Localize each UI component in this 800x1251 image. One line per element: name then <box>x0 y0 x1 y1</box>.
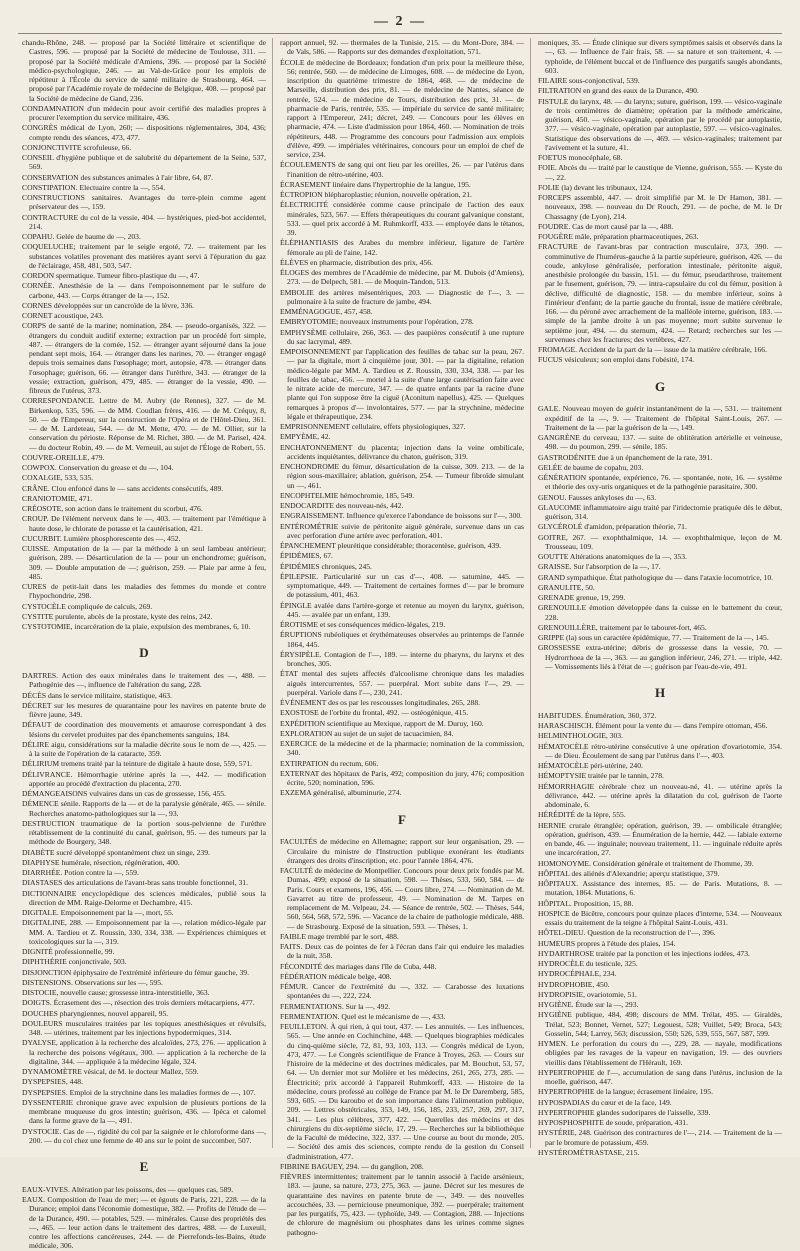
page-number: — 2 — <box>374 14 426 29</box>
index-entry: ÉTAT mental des sujets affectés d'alcoolisme chronique dans les maladies aiguës intercurrentes, 557. — puerpéral. Mort subite dans l'—, 29. — puerpéral. Variole dans l'—, 230, 241. <box>280 669 524 697</box>
index-entry: FÉDÉRATION médicale belge, 408. <box>280 971 392 981</box>
index-entry: FUCUS vésiculeux; son emploi dans l'obésité, 174. <box>538 355 695 365</box>
index-entry: EAUX. Composition de l'eau de mer; — et égouts de Paris, 221, 228. — de la Durance; emploi dans l'économie domestique, 382. — Profits de l'étude de — de la Durance, 490. — potables, 529. — minérales. Cause des propriétés des —, 465. — leur action dans le traitement des dartres, 488. — de Luxeuil, contre les affections cancéreuses, 244. — de Pierrefonds-les-Bains, étude médicale, 306. <box>22 1195 266 1251</box>
index-entry: GRANULITE, 50. <box>538 582 595 592</box>
index-entry: COPAHU. Gelée de baume de —, 203. <box>22 232 141 241</box>
column-divider <box>530 38 531 1148</box>
index-entry: DIGNITÉ professionnelle, 99. <box>22 947 115 957</box>
index-entry: HYPERTROPHIE de la langue; écrasement linéaire, 195. <box>538 1087 713 1097</box>
index-entry: HYPERTROPHIE de l'—, accumulation de sang dans l'utérus, inclusion de la moelle, guérison, 447. <box>538 1067 782 1087</box>
index-entry: GOITRE, 267. — exophthalmique, 14. — exophthalmique, leçon de M. Trousseau, 109. <box>538 532 782 551</box>
index-entry: ENGRAISSEMENT. Influence qu'exerce l'abondance de boissons sur l'—, 300. <box>280 511 523 521</box>
index-entry: DÉLIVRANCE. Hémorrhagie utérine après la —, 442. — modification apportée au procédé d'extraction du placenta, 270. <box>22 769 266 788</box>
index-entry: HÉMATOCÈLE rétro-utérine consécutive à une opération d'ovariotomie, 354. — de Dieu. Écoulement de sang par l'utérus dans l'—, 403. <box>538 741 782 760</box>
column-divider <box>272 38 273 1148</box>
index-entry: GASTRODÉNITE due à un épanchement de la rate, 391. <box>538 452 713 462</box>
index-entry: EXZEMA généralisé, albuminurie, 274. <box>280 788 402 798</box>
index-entry: HÔPITAL des aliénés d'Alexandrie; aperçu statistique, 379. <box>538 868 720 878</box>
index-entry: EMBOLIE des artères mésentériques, 203. — Diagnostic de l'—, 3. — pulmonaire à la suite de fracture de jambe, 494. <box>280 287 524 306</box>
entries-e-cont <box>280 38 524 798</box>
index-entry: CUCURBIT. Lumière phosphorescente des —, 452. <box>22 533 181 543</box>
index-entry: DÉLIRIUM tremens traité par la teinture de digitale à haute dose, 559, 571. <box>22 759 253 769</box>
index-entry: CRÉOSOTE, son action dans le traitement du scorbut, 476. <box>22 504 203 513</box>
index-entry: HÉMOPTYSIE traitée par le tannin, 278. <box>538 771 664 781</box>
index-entry: ÉLOGES des membres de l'Académie de médecine, par M. Dubois (d'Amiens), 273. — de Delpech, 581. — de Moquin-Tandon, 513. <box>280 268 524 287</box>
index-entry: EXOSTOSE de l'orbite du frontal, 492. — ostéogénique, 415. <box>280 708 469 718</box>
index-entry: DYNAMOMÈTRE vésical, de M. le docteur Mallez, 559. <box>22 1067 199 1077</box>
index-entry: DIAPHYSE humérale, résection, régénération, 400. <box>22 857 180 867</box>
index-entry: ÉCOLE de médecine de Bordeaux; fondation d'un prix pour la meilleure thèse, 56; rentrée, 560. — de médecine de Limoges, 608. — de médecine de Lyon, inscription du quatrième trimestre de 1864, 468. — de médecine de Marseille, distribution des prix, 81. — de médecine de Nantes, séance de rentrée, 524. — de médecine de Tours, distribution des prix, 31. — de pharmacie de Paris, rentrée, 535. — impériale du service de santé militaire; rapport à l'Empereur, 241; décret, 249. — Concours pour les élèves en pharmacie, 474. — Liste d'admission pour 1864, 460. — Nomination de trois répétiteurs, 448. — Programme des concours pour l'admission aux emplois d'élève, 499. — impériales vétérinaires, concours pour un emploi de chef de service, 234. <box>280 57 524 159</box>
index-entry: FAITS. Deux cas de pointes de fer à l'écran dans l'air qui enduire les maladies de la nuit, 358. <box>280 942 524 961</box>
index-entry: DARTRES. Action des eaux minérales dans le traitement des —, 488. — Pathogénie des —, influence de l'altération du sang, 228. <box>22 671 266 690</box>
index-entry: DÉMENCE sénile. Rapports de la — et de la paralysie générale, 465. — sénile. Recherches anatomo-pathologiques sur la —, 93. <box>22 799 266 818</box>
index-entry: ÉPIDÉMIES chroniques, 245. <box>280 561 372 571</box>
index-entry: FAIBLE mage tremblé par le sort, 488. <box>280 931 399 941</box>
index-entry: ENCHATONNEMENT du placenta; injection dans la veine ombilicale, accidents inquiétantes, délivrance du chaton, guérison, 319. <box>280 442 524 461</box>
index-entry: CONTRACTURE du col de la vessie, 404. — hystériques, pied-bot accidentel, 214. <box>22 212 266 231</box>
index-entry: CONSEIL d'hygiène publique et de salubrité du département de la Seine, 537, 569. <box>22 153 266 172</box>
index-entry: ENCHONDROME du fémur, désarticulation de la cuisse, 309. 213. — de la région sous-maxillaire; ablation, guérison, 254. — Tumeur fibroïde simulant un —, 461. <box>280 462 524 490</box>
index-entry: HÔPITAUX. Assistance des internes, 85. — de Paris. Mutations, 8. — mutation, 1864. Mutations, 6. <box>538 879 782 898</box>
index-entry: rapport annuel, 92. — thermales de la Tunisie, 215. — du Mont-Dore, 384. — de Vals, 586. — Rapports sur des demandes d'exploitation, 571. <box>280 38 524 57</box>
index-entry: ENCOPHTELMIE hémochromie, 185, 549. <box>280 490 415 500</box>
index-entry: DISTOCIE, nouvelle cause; grossesse intra-interstitielle, 363. <box>22 988 210 998</box>
index-entry: DIPHTHÉRIE conjonctivale, 503. <box>22 957 127 967</box>
index-entry: FIBRINE BAGUEY, 294. — du ganglion, 208. <box>280 1161 424 1171</box>
index-entry: CORNÉE. Anesthésie de la — dans l'empoisonnement par le sulfure de carbone, 443. — Corps étranger de la —, 152. <box>22 281 266 300</box>
index-entry: GROSSESSE extra-utérine; débris de grossesse dans la vessie, 70. — Hydrorrhoea de la —, 363. — au ganglion inférieur, 246, 271. — triple, 442. — Vomissements liés à l'état de —; guérison par l'eau-de-vie, 491. <box>538 643 782 671</box>
index-entry: HÉRÉDITÉ de la lèpre, 555. <box>538 810 626 820</box>
index-entry: HÔPITAL. Proposition, 15, 88. <box>538 898 634 908</box>
index-entry: DIASTASES des articulations de l'avant-bras sans trouble fonctionnel, 31. <box>22 878 248 888</box>
index-entry: COUVRE-OREILLE, 479. <box>22 452 105 462</box>
entries-e <box>22 1185 266 1251</box>
index-entry: ÉRYSIPÈLE. Contagion de l'—, 189. — interne du pharynx, du larynx et des bronches, 305. <box>280 649 524 668</box>
index-entry: ÉPANCHEMENT pleurétique considérable; thoracentèse, guérison, 439. <box>280 541 502 550</box>
index-entry: EXPLORATION au sujet de un sujet de tacuacimien, 84. <box>280 728 454 738</box>
index-entry: DYSSENTERIE chronique grave avec expulsion de plusieurs portions de la membrane muqueuse du gros intestin; guérison, 436. — Ipéca et calomel dans la forme grave de la —, 491. <box>22 1097 266 1126</box>
index-entry: HYDARTHROSE traitée par la ponction et les injections iodées, 473. <box>538 948 750 958</box>
index-entry: HYDROCÈLE du testicule, 325. <box>538 959 638 969</box>
index-entry: HYDROPHOBIE, 450. <box>538 979 610 989</box>
index-entry: GRENOUILLÈRE, traitement par le tabouret-fort, 465. <box>538 622 707 632</box>
index-entry: COQUELUCHE; traitement par le seigle ergoté, 72. — traitement par les substances volatiles provenant des matières ayant servi à l'épuration du gaz de l'éclairage, 458, 481, 503, 547. <box>22 242 266 270</box>
index-entry: DÉCÈS dans le service militaire, statistique, 463. <box>22 690 172 700</box>
index-entry: FOUGÈRE mâle, préparation pharmaceutiques, 263. <box>538 232 699 241</box>
index-entry: DYSPEPSIES, 448. <box>22 1077 83 1087</box>
index-entry: CONGRÈS médical de Lyon, 260; — dispositions réglementaires, 304, 436; compte rendu des séances, 473, 477. <box>22 123 266 142</box>
index-entry: GÉNÉRATION spontanée, expérience, 76. — spontanée, note, 16. — système et théorie des oxy-uris organiques et de la pathogénie parasitaire, 300. <box>538 473 782 492</box>
index-entry: EXTERNAT des hôpitaux de Paris, 492; composition du jury, 476; composition écrite, 520; nomination, 596. <box>280 768 524 787</box>
index-entry: CORNET acoustique, 243. <box>22 311 104 320</box>
index-entry: ÉCOULEMENTS de sang qui ont lieu par les oreilles, 26. — par l'utérus dans l'inanition de rétro-utérine, 403. <box>280 160 524 179</box>
index-entry: FRACTURE de l'avant-bras par contraction musculaire, 373, 390. — comminutive de l'humérus-gauche à la partie supérieure, guérison, 426. — du coude, ankylose généralisée, perforation intestinale, péritonite aiguë, anesthésie prolongée du bassin, 151. — du fémur, pseudarthrose, traitement par le fusement, guérison, 79. — intra-capsulaire du col du fémur, position à déclive, difficulté de diagnostic, 158. — du membre inférieur, soins à l'intérieur d'enfant; de la partie gauche du frontal, issue de matière cérébrale, 166. — du péroné avec arrachement de la malléole interne, guérison, 183. — simple de la jambe droite à un pas moyenne; mort subite survenue le septième jour, 494. — du sternum, 424. — Retard; recherches sur les — survenues chez les fractures; des vertèbres, 427. <box>538 242 782 344</box>
index-entry: HÉMATOCÈLE péri-utérine, 240. <box>538 761 643 771</box>
index-entry: HYSTÉROMÉTRASTASE, 215. <box>538 1147 640 1157</box>
index-entry: HOMONOYME. Considération générale et traitement de l'homme, 39. <box>538 858 754 868</box>
index-entry: DISJONCTION épiphysaire de l'extrémité inférieure du fémur gauche, 39. <box>22 967 249 977</box>
header-rule <box>18 33 782 34</box>
entries-f <box>280 837 524 1237</box>
index-entry: CRÂNE. Clou enfoncé dans le — sans accidents consécutifs, 489. <box>22 483 224 493</box>
entries-d <box>22 671 266 1145</box>
index-entry: EMPYÈME, 42. <box>280 432 331 442</box>
index-entry: CROUP. De l'élément nerveux dans le —, 403. — traitement par l'émétique à haute dose, le chlorate de potasse et la cautérisation, 421. <box>22 514 266 533</box>
index-entry: FORCEPS assemblé, 447. — droit simplifié par M. le Dr Hamon, 381. — nouveaux, 398. — nouveau du Dr Rouch, 291. — de poche, de M. le Dr Chassagny (de Lyon), 214. <box>538 193 782 221</box>
index-entry: DOULEURS musculaires traitées par les topiques anesthésiques et révulsifs, 348. — utérines, traitement par les injections hypodermiques, 314. <box>22 1018 266 1038</box>
section-letter-h: H <box>654 685 666 701</box>
index-entry: FERMENTATION. Quel est le mécanisme de —, 433. <box>280 1011 446 1021</box>
index-entry: DESTRUCTION traumatique de la portion sous-pelvienne de l'urèthre rétablissement de la continuité du canal, guérison, 95. — des tumeurs par la méthode de Bourgery, 348. <box>22 818 266 847</box>
index-entry: GENOU. Fausses ankyloses du —, 63. <box>538 492 657 502</box>
index-entry: ÉLÉPHANTIASIS des Arabes du membre inférieur, ligature de l'artère fémorale au pli de l'aine, 142. <box>280 238 524 257</box>
index-entry: ÉPIDÉMIES, 67. <box>280 551 333 561</box>
index-entry: DÉCRET sur les mesures de quarantaine pour les navires en patente brute de fièvre jaune, 349. <box>22 700 266 720</box>
index-entry: HYPOSPHOSPHITE de soude, préparation, 431. <box>538 1118 688 1128</box>
index-entry: FROMAGE. Accident de la part de la — issue de la matière cérébrale, 166. <box>538 345 767 354</box>
index-entry: chandu-Rhône, 248. — proposé par la Société littéraire et scientifique de Castres, 596. — proposé par la Société de médecine de Toulouse, 311. — proposé par la Société médicale d'Amiens, 396. — proposé par la Société médico-psychologique, 246. — au Val-de-Grâce pour les emplois de répétiteur à l'École du service de santé militaire de Strasbourg, 464. — proposé par l'Académie royale de médecine de Belgique, 408. — proposé par la Société de médecine de Gand, 236. <box>22 38 266 103</box>
index-entry: COWPOX. Conservation du grease et du —, 104. <box>22 463 174 472</box>
index-entry: GRENOUILLE émotion développée dans la cuisse en le battement du cœur, 228. <box>538 603 782 622</box>
index-entry: CORRESPONDANCE. Lettre de M. Aubry (de Rennes), 327. — de M. Birkenkop, 535, 596. — de MM. Coudlan frères, 416. — de M. Créquy, 8, 50. — de l'Empereur, sur la construction de l'Opéra et de l'Hôtel-Dieu, 361. — de M. Lardeteau, 544. — de M. Mette, 470. — de M. Ollier, sur la conservation du périoste. Réponse de M. Richet, 380. — de M. Parisel, 424. — du docteur Robin, 49. — de M. Verneuil, au sujet de l'Éloge de Robert, 55. <box>22 396 266 452</box>
index-entry: CUISSE. Amputation de la — par la méthode à un seul lambeau antérieur; guérison, 289. — Désarticulation de la — pour un enchondrome; guérison, 309. — Double amputation de —; guérison, 259. — Plaie par arme à feu, 485. <box>22 544 266 581</box>
index-entry: FERMENTATIONS. Sur la —, 492. <box>280 1001 391 1011</box>
index-entry: ÉVÉNEMENT des os par les rescousses longitudinales, 265, 288. <box>280 698 481 707</box>
index-entry: EAUX-VIVES. Altération par les poissons, des — quelques cas, 589. <box>22 1184 234 1194</box>
index-entry: EXERCICE de la médecine et de la pharmacie; nomination de la commission, 340. <box>280 739 524 758</box>
index-entry: FÉMUR. Cancer de l'extrémité du —, 332. — Carabosse des luxations spontanées du —, 222, 224. <box>280 982 524 1001</box>
index-entry: HOSPICE de Bicêtre, concours pour quinze places d'interne, 534. — Nouveaux essais du traitement de la teigne à l'hôpital Saint-Louis, 431. <box>538 908 782 928</box>
index-entry: CURES de petit-lait dans les maladies des femmes du monde et contre l'hypochondrie, 298. <box>22 582 266 601</box>
index-entry: DÉMANGEAISONS vulvaires dans un cas de grossesse, 156, 455. <box>22 789 226 799</box>
index-entry: FILAIRE sous-conjonctival, 539. <box>538 76 640 85</box>
entries-f-cont <box>538 38 782 365</box>
index-entry: EMPHYSÈME cellulaire, 266, 363. — des paupières consécutif à une rupture du sac lacrymal, 489. <box>280 327 524 346</box>
index-entry: CYSTOCÈLE compliquée de calculs, 269. <box>22 601 153 611</box>
index-entry: HYDROPISIE, ovariotomie, 51. <box>538 989 637 999</box>
index-entry: DYSPEPSIES. Emploi de la strychnine dans les maladies formes de —, 107. <box>22 1087 256 1097</box>
index-entry: FOLIE (la) devant les tribunaux, 124. <box>538 182 653 192</box>
section-letter-d: D <box>139 645 149 661</box>
index-entry: FILTRATION en grand des eaux de la Durance, 490. <box>538 86 699 96</box>
section-letter-e: E <box>139 1159 149 1175</box>
index-entry: GRENADE grenue, 19, 299. <box>538 593 626 603</box>
index-entry: CONSTIPATION. Electuaire contre la —, 554. <box>22 182 166 192</box>
index-entry: HUMEURS propres à l'étude des plaies, 154. <box>538 938 676 948</box>
index-entry: FACULTÉ de médecine de Montpellier. Concours pour deux prix fondés par M. Dumas, 499; exposé de la situation, 598. — Thèses, 533, 560, 584. — de Paris. Cours et examens, 196, 456. — Cours libre, 274. — Nomination de M. Gavarret au titre de professeur, 49. — Nomination de M. Tarpes en remplacement de M. Velpeau, 24. — Séance de rentrée, 502. — Thèses, 544, 560, 564, 568, 572, 596. — Vacance de la chaire de pathologie médicale, 488. — de Strasbourg. Exposé de la situation, 593. — Thèses, 1. <box>280 866 524 931</box>
index-entry: ÉROTISME et ses conséquences médico-légales, 219. <box>280 620 446 629</box>
index-entry: CYSTOTOMIE, incarcération de la plaie, expulsion des membranes, 6, 10. <box>22 622 251 631</box>
index-entry: CYSTITE purulente, abcès de la prostate, kyste des reins, 242. <box>22 611 213 621</box>
index-entry: HERNIE crurale étranglée; opération, guérison, 39. — ombilicale étranglée; opération, guérison, 439. — Énumération de la hernie, 442. — labiale externe en bande, 46. — inguinale; nouveau traitement, 11. — inguinale réduite après une incarcération, 27. <box>538 820 782 858</box>
index-entry: HÔTEL-DIEU. Question de la reconstruction de l'—, 396. <box>538 928 716 938</box>
index-entry: EXTIRPATION du rectum, 606. <box>280 758 379 768</box>
index-entry: ÉRUPTIONS rubéoliques et érythémateuses observées au printemps de l'année 1864, 445. <box>280 630 524 649</box>
index-entry: GELÉE de baume de copahu, 203. <box>538 462 644 472</box>
section-letter-f: F <box>398 811 406 827</box>
index-entry: ENTÉROMÉTRIE suivie de péritonite aiguë générale, survenue dans un cas avec perforation d'une artère avec perforation, 401. <box>280 521 524 540</box>
index-entry: HELMINTHOLOGIE, 303. <box>538 731 623 741</box>
index-entry: EMMÉNAGOGUE, 457, 458. <box>280 307 373 316</box>
index-entry: CORNES développées sur un cancroïde de la lèvre, 336. <box>22 300 195 310</box>
column-1 <box>22 38 266 1251</box>
index-entry: CONSTRUCTIONS sanitaires. Avantages du terre-plein comme agent préservateur des —, 159. <box>22 193 266 212</box>
index-entry: EXPÉDITION scientifique au Mexique, rapport de M. Duruy, 160. <box>280 718 484 728</box>
index-entry: CONSERVATION des substances animales à l'air libre, 64, 87. <box>22 172 214 182</box>
index-entry: DISTENSIONS. Observations sur les —, 595. <box>22 977 163 987</box>
index-entry: HÉMORRHAGIE cérébrale chez un nouveau-né, 41. — utérine après la délivrance, 442. — utérine après la dilatation du col, guérison de l'aorte abdominale, 6. <box>538 781 782 810</box>
index-entry: FOIE. Abcès du — traité par le caustique de Vienne, guérison, 555. — Kyste du —, 22. <box>538 163 782 182</box>
index-entry: GRAISSE. Sur l'absorption de la —, 17. <box>538 562 661 572</box>
index-entry: DÉFAUT de coordination des mouvements et amaurose correspondant à des lésions du cervelet produites par des épanchements sanguins, 184. <box>22 720 266 739</box>
index-entry: ÉPILEPSIE. Particularité sur un cas d'—, 408. — saturnine, 445. — symptomatique, 449. — Traitement de certaines formes d'— par le bromure de potassium, 401, 463. <box>280 571 524 600</box>
index-entry: moniques, 35. — Étude clinique sur divers symptômes saisis et observés dans la —, 63. — Influence de l'air frais, 58. — sa nature et son traitement, 4. — typhoïde, de l'élément buccal et de l'influence des purgatifs saugés abondants, 603. <box>538 38 782 75</box>
index-entry: CONDAMNATION d'un médecin pour avoir certifié des maladies propres à procurer l'exemption du service militaire, 436. <box>22 103 266 122</box>
index-entry: ÉCTROPION blépharoplastie; réunion, nouvelle opération, 21. <box>280 190 472 199</box>
index-entry: CRANIOTOMIE, 471. <box>22 493 93 503</box>
section-letter-g: G <box>654 378 666 394</box>
index-entry: FOUDRE. Cas de mort causé par la —, 488. <box>538 221 674 231</box>
column-3 <box>538 38 782 1157</box>
index-entry: DYALYSE, application à la recherche des alcaloïdes, 273, 276. — application à la recherche des poisons végétaux, 300. — application à la recherche de la digitaline, 344. — appliquée à la médecine légale, 324. <box>22 1038 266 1066</box>
column-2 <box>280 38 524 1237</box>
index-entry: EMBRYOTOMIE; nouveaux instruments pour l'opération, 278. <box>280 317 474 327</box>
index-entry: GLYCÉROLÉ d'amidon, préparation théorie, 71. <box>538 522 687 532</box>
index-entry: DIARRHÉE. Potion contre la —, 559. <box>22 868 139 878</box>
index-entry: DIABÈTE sucré développé spontanément chez un singe, 239. <box>22 847 210 857</box>
index-entry: ÉLÈVES en pharmacie, distribution des prix, 456. <box>280 257 433 267</box>
entries-g <box>538 404 782 671</box>
index-entry: HARASCHISCH. Élément pour la vente du — dans l'empire ottoman, 456. <box>538 721 768 731</box>
index-entry: FOETUS monocéphale, 68. <box>538 153 623 162</box>
index-entry: ÉPINGLE avalée dans l'artère-gorge et retenue au moyen du larynx, guérison, 445. — avalée par un enfant, 139. <box>280 600 524 619</box>
index-entry: HYMEN. Le perforation du cours du —, 229, 28. — nayale, modifications obligées par les ravages de la vapeur en navigation, 19. — des ouvriers vieillis dans l'établissement de l'Hérault, 169. <box>538 1039 782 1067</box>
index-entry: GOUTTE Altérations anatomiques de la —, 353. <box>538 552 687 562</box>
index-entry: FACULTÉS de médecine en Allemagne; rapport sur leur organisation, 29. — Circulaire du ministre de l'Instruction publique exonérant les étudiants étrangers des droits d'inscription, etc. pour l'année 1864, 476. <box>280 837 524 865</box>
index-entry: GALE. Nouveau moyen de guérir instantanément de la —, 531. — traitement expéditif de la —, 9. — Traitement de l'hôpital Saint-Louis, 267. — Traitement de la — par la guérison de la —, 149. <box>538 404 782 432</box>
index-entry: ENDOCARDITE des nouveau-nés, 442. <box>280 501 404 510</box>
index-entry: EMPOISONNEMENT par l'application des feuilles de tabac sur la peau, 267. — par la digitale, mort à cinquième jour, 301. — par la digitaline, relation médico-légale par MM. A. Tardieu et Z. Roussin, 330, 334, 338. — par les feuilles de tabac, 456. — mortel à la suite d'une large cautérisation faite avec le nitrate acide de mercure, 347. — de quatre enfants par la racine d'une plante qui l'on suppose être la ciguë (Aconitum napellus), 425. — Quelques remarques à propos d'— involontaires, 577. — par la strychnine, médecine légale et thérapeutique, 234. <box>280 347 524 421</box>
entries-c <box>22 38 266 631</box>
index-entry: DIGITALE. Empoisonnement par la —, mort, 55. <box>22 908 174 918</box>
index-entry: HYPERTROPHIE glandes sudoripares de l'aisselle, 339. <box>538 1107 711 1117</box>
index-entry: HYGIÈNE. Étude sur la —, 293. <box>538 1000 639 1010</box>
index-entry: HYSTÉRIE, 248. Guérison des contractures de l'—, 214. — Traitement de la — par le bromure de potassium, 459. <box>538 1128 782 1147</box>
index-entry: FEUILLETON. À qui rien, à qui tout, 437. — Les annuités. — Les influences, 565. — Une année en Cochinchine, 448. — Quelques biographies médicales du cinq-quième siècle, 72, 81, 93, 103, 113. — Congrès médical de Lyon, 473, 477. — Le Congrès scientifique de France à Troyes, 263. — Cours sur l'histoire de la médecine et des doctrines médicales, par M. Bouchut, 53, 57, 64. — Un dernier mot sur Molière et les médecins, 261, 265, 273, 285. — Électricité; prix accordé à l'appareil Ruhmkorff, 433. — Histoire de la médecine, cours professé au collège de France par M. le Dr Daremberg, 585, 593, 605. — Du karoubo et de son importance dans l'alimentation publique, 209. — Lettres obstétricales, 353, 149, 156, 185, 233, 257, 269, 297, 317, 341. — Les plus célèbres, 377, 422. — Querelles des médecins et des chirurgiens du dix-septième siècle, 17, 29. — Recherches sur la bibliothèque de la Faculté de médecine, 322, 337. — Une course au bout du monde, 205. — Société des amis des sciences, compte rendu de la gestion du Conseil d'administration, 477. <box>280 1022 524 1161</box>
index-entry: HYPOSPADIAS du cœur et de la face, 149. <box>538 1097 672 1107</box>
index-entry: GLAUCOME inflammatoire aigu traité par l'iridectomie pratiquée dès le début, guérison, 314. <box>538 502 782 522</box>
index-entry: CORDON spermatique. Tumeur fibro-plastique du —, 47. <box>22 271 200 280</box>
index-entry: GANGRÈNE du cerveau, 137. — suite de oblitération artérielle et veineuse, 498. — du poumon, 299. — sénile, 185. <box>538 433 782 452</box>
index-entry: DÉLIRE aigu, considérations sur la maladie décrite sous le nom de —, 425. — à la suite de l'opération de la cataracte, 359. <box>22 739 266 759</box>
entries-h <box>538 711 782 1157</box>
index-entry: HABITUDES. Énumération, 360, 372. <box>538 710 657 720</box>
index-entry: GRIPPE (la) sous un caractère épidémique, 77. — Traitement de la —, 145. <box>538 633 769 643</box>
index-entry: FISTULE du larynx, 48. — du larynx; suture, guérison, 199. — vésico-vaginale de trois centimètres de diamètre; opération par la méthode américaine, guérison, 450. — vésico-vaginale, opération par le procédé par autoplastie, 377. — vésico-vaginale, opération par autoplastie, 597. — vésico-vaginales. Statistique des observations de —, 469. — vésico-vaginales; traitement par l'avivement et la suture, 41. <box>538 96 782 152</box>
index-entry: ÉCRASEMENT linéaire dans l'hypertrophie de la langue, 195. <box>280 179 471 189</box>
index-entry: EMPRISONNEMENT cellulaire, effets physiologiques, 327. <box>280 422 466 431</box>
index-entry: GRAND sympathique. État pathologique du — dans l'ataxie locomotrice, 10. <box>538 572 774 582</box>
index-entry: COXALGIE, 533, 535. <box>22 473 94 483</box>
index-entry: DYSTOCIE. Cas de —, rigidité du col par la saignée et le chloroforme dans —, 200. — du col chez une femme de 40 ans sur le point de succomber, 507. <box>22 1126 266 1145</box>
index-entry: DOIGTS. Écrasement des —, résection des trois derniers métacarpiens, 477. <box>22 998 255 1008</box>
index-entry: CORPS de santé de la marine; nomination, 284. — pseudo-organisés, 322. — étrangers du conduit auditif externe; extraction par un procédé fort simple, 487. — étrangers de la cornée, 152. — étranger ayant séjourné dans la joue pendant sept mois, 164. — étranger dans les narines, 70. — étranger engagé depuis trois semaines dans l'œsophage; mort, autopsie, 478. — étranger dans l'œsophage; guérison, 66. — étranger dans l'urèthre, 343. — étranger de la vessie; extraction, guérison, 479, 485. — étranger de la vessie, 490. — fibreux de l'utérus, 373. <box>22 321 266 395</box>
index-entry: HYGIÈNE publique, 484, 498; discours de MM. Trélat, 495. — Giraldès, Trélat, 523; Bonnet, Vernet, 527; Legouest, 528; Vuillet, 549; Broca, 543; Gosselin, 544; Larrey, 563; discussion, 550; 526, 539, 555, 567, 587, 599. <box>538 1010 782 1038</box>
index-entry: DIGITALINE, 288. — Empoisonnement par la —, relation médico-légale par MM. A. Tardieu et Z. Roussin, 330, 334, 338. — Expériences chimiques et toxicologiques sur la —, 319. <box>22 918 266 946</box>
index-entry: ÉLECTRICITÉ considérée comme cause principale de l'action des eaux minérales, 523, 567. — Effets thérapeutiques du courant galvanique constant, 533. — quel prix accordé à M. Ruhmkorff, 433. — employée dans le tétanos, 39. <box>280 200 524 237</box>
index-entry: DOUCHES pharyngiennes, nouvel appareil, 95. <box>22 1008 169 1018</box>
index-entry: DICTIONNAIRE encyclopédique des sciences médicales, publié sous la direction de MM. Raige-Delorme et Dechambre, 415. <box>22 888 266 907</box>
index-entry: FÉCONDITÉ des mariages dans l'île de Cuba, 448. <box>280 961 437 971</box>
index-entry: HYDROCÉPHALE, 234. <box>538 969 617 979</box>
index-entry: CONJONCTIVITE scrofuleuse, 66. <box>22 142 132 152</box>
index-entry: FIÈVRES intermittentes; traitement par le tannin associé à l'acide arsénieux, 183. — jaune, sa nature, 273, 275, 363. — jaune. Décret sur les mesures de quarantaine des navires en patente brute de —, 349. — des nouvelles accouchées, 33. — perniciouse pneumonique, 392. — puerpérale; traitement par les purgatifs, 75, 423. — typhoïde, 349. — Contagion, 288. — Injections de chlorure de magnésium ou phosphates dans les urines comme signes pathogno- <box>280 1172 524 1237</box>
